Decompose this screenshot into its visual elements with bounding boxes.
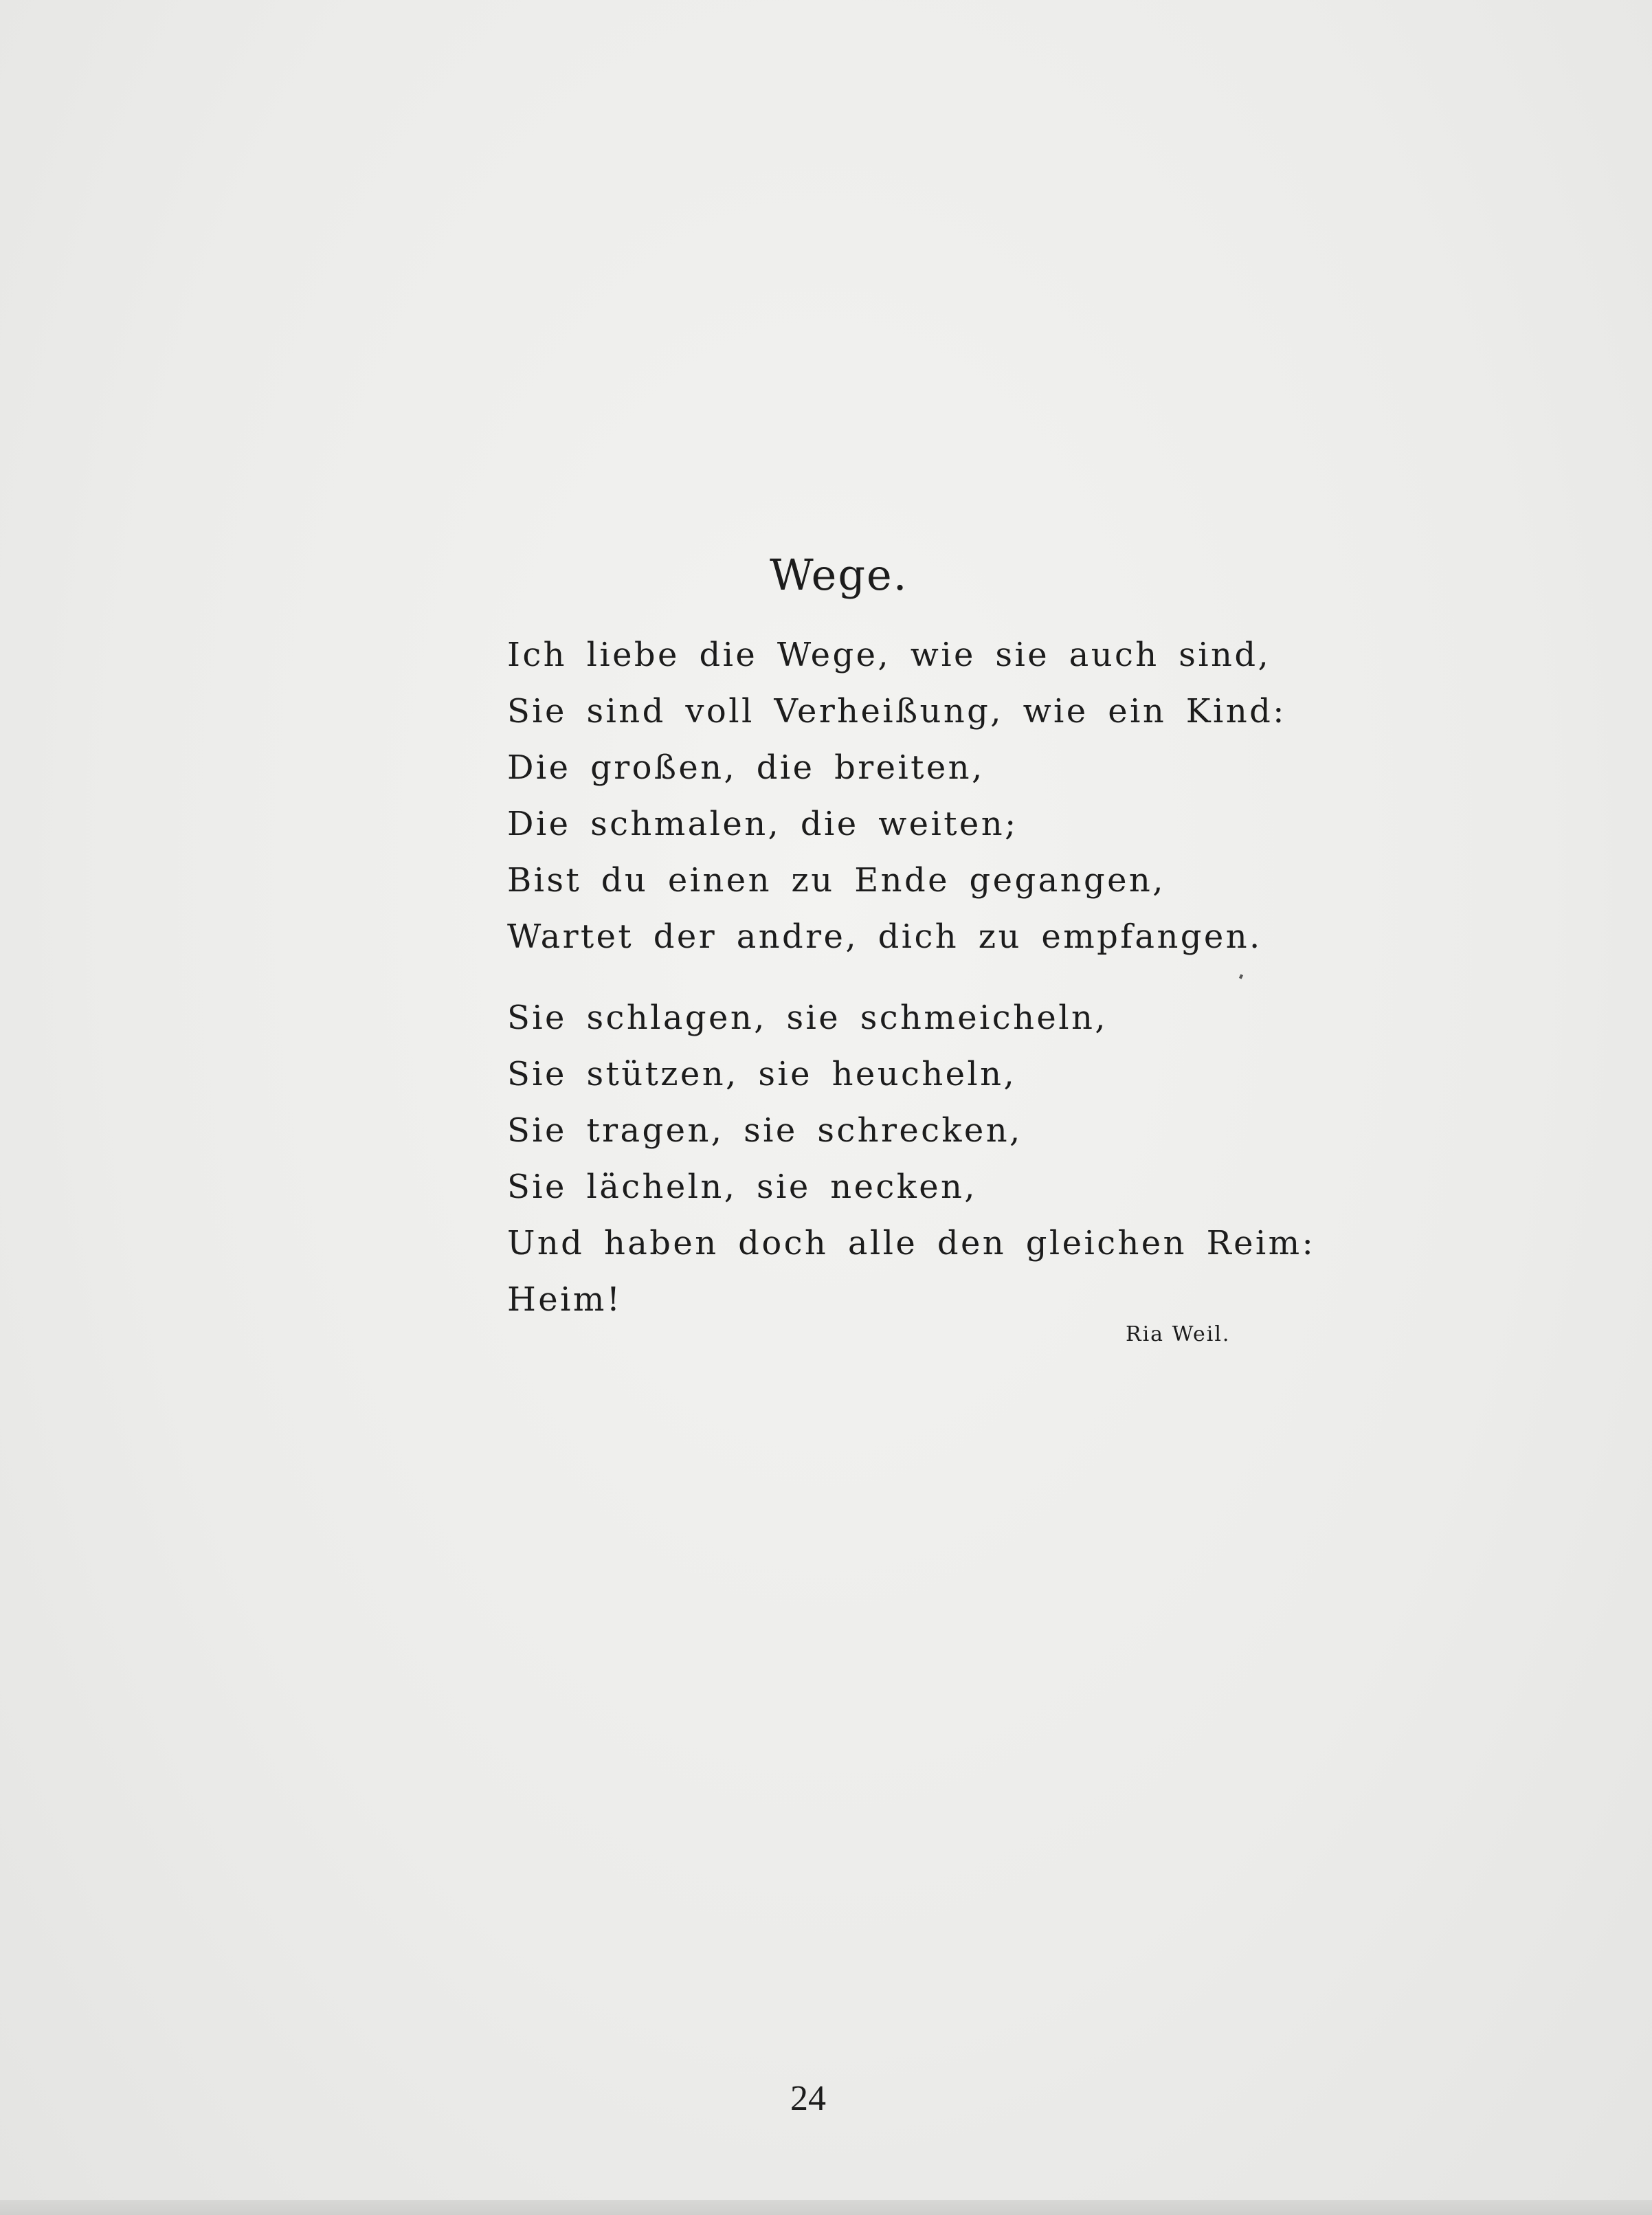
verse-line: Bist du einen zu Ende gegangen, bbox=[507, 861, 1165, 900]
verse-line: Heim! bbox=[507, 1280, 623, 1319]
verse-line: Ich liebe die Wege, wie sie auch sind, bbox=[507, 636, 1271, 674]
verse-line: Sie stützen, sie heucheln, bbox=[507, 1055, 1017, 1093]
verse-line: Und haben doch alle den gleichen Reim: bbox=[507, 1224, 1316, 1262]
verse-line: Die großen, die breiten, bbox=[507, 748, 985, 787]
verse-line: Wartet der andre, dich zu empfangen. bbox=[507, 917, 1262, 956]
verse-line: Sie lächeln, sie necken, bbox=[507, 1168, 977, 1206]
page-number: 24 bbox=[790, 2079, 826, 2118]
verse-line: Die schmalen, die weiten; bbox=[507, 805, 1018, 843]
verse-line: Sie tragen, sie schrecken, bbox=[507, 1111, 1023, 1150]
stanza-1 bbox=[507, 627, 1286, 965]
author-signature: Ria Weil. bbox=[1126, 1322, 1231, 1346]
stanza-2 bbox=[507, 990, 1315, 1328]
ink-speck bbox=[1239, 974, 1243, 979]
verse-line: Sie sind voll Verheißung, wie ein Kind: bbox=[507, 692, 1286, 731]
verse-line: Sie schlagen, sie schmeicheln, bbox=[507, 999, 1108, 1037]
poem-title: Wege. bbox=[770, 550, 908, 600]
page-bottom-edge bbox=[0, 2200, 1652, 2215]
